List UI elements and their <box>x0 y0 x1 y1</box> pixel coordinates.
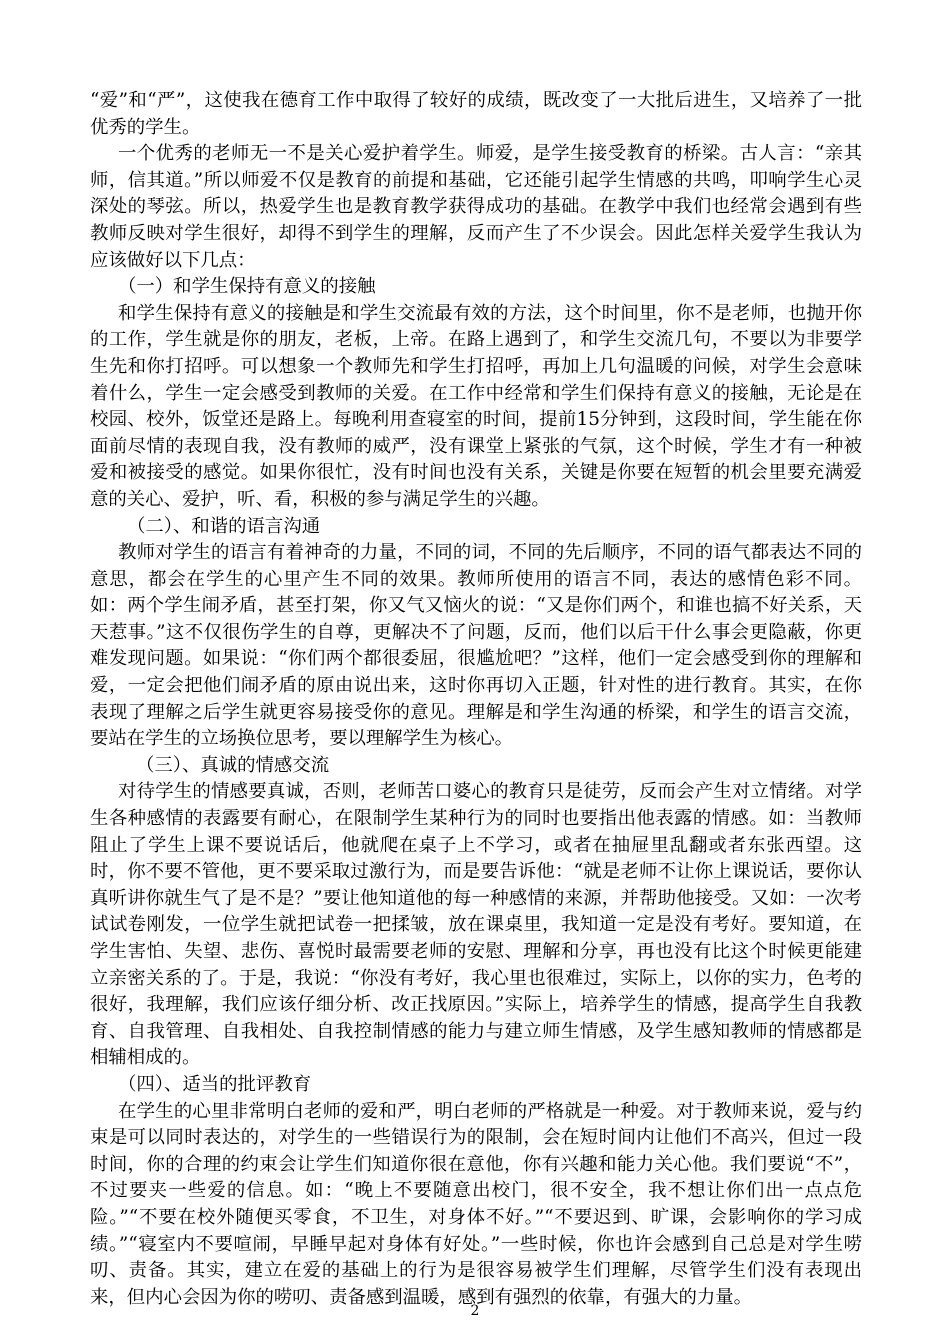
paragraph-continuation: “爱”和“严”，这使我在德育工作中取得了较好的成绩，既改变了一大批后进生，又培养了一批优秀的学生。 <box>90 90 862 138</box>
section-heading-1: （一）和学生保持有意义的接触 <box>118 276 376 298</box>
section-heading-2: （二）、和谐的语言沟通 <box>127 515 321 537</box>
paragraph-section-2: 教师对学生的语言有着神奇的力量，不同的词，不同的先后顺序，不同的语气都表达不同的意思，都会在学生的心里产生不同的效果。教师所使用的语言不同，表达的感情色彩不同。如：两个学生闹矛盾，甚至打架，你又气又恼火的说：“又是你们两个，和谁也搞不好关系，天天惹事。”这不仅很伤学生的自尊，更解决不了问题，反而，他们以后干什么事会更隐蔽，你更难发现问题。如果说：“你们两个都很委屈，很尴尬吧？”这样，他们一定会感受到你的理解和爱，一定会把他们闹矛盾的原由说出来，这时你再切入正题，针对性的进行教育。其实，在你表现了理解之后学生就更容易接受你的意见。理解是和学生沟通的桥梁，和学生的语言交流，要站在学生的立场换位思考，要以理解学生为核心。 <box>90 542 862 750</box>
paragraph-section-4: 在学生的心里非常明白老师的爱和严，明白老师的严格就是一种爱。对于教师来说，爱与约束是可以同时表达的，对学生的一些错误行为的限制，会在短时间内让他们不高兴，但过一段时间，你的合理的约束会让学生们知道你很在意他，你有兴趣和能力关心他。我们要说“不”，不过要夹一些爱的信息。如：“晚上不要随意出校门，很不安全，我不想让你们出一点点危险。”“不要在校外随便买零食，不卫生，对身体不好。”“不要迟到、旷课，会影响你的学习成绩。”“寝室内不要喧闹，早睡早起对身体有好处。”一些时候，你也许会感到自己总是对学生唠叨、责备。其实，建立在爱的基础上的行为是很容易被学生们理解，尽管学生们没有表现出来，但内心会因为你的唠叨、责备感到温暖，感到有强烈的依靠，有强大的力量。 <box>90 1100 862 1308</box>
page-number: 2 <box>470 1303 480 1319</box>
section-heading-4: （四）、适当的批评教育 <box>118 1073 312 1095</box>
paragraph-section-3: 对待学生的情感要真诚，否则，老师苦口婆心的教育只是徒劳，反而会产生对立情绪。对学生各种感情的表露要有耐心，在限制学生某种行为的同时也要指出他表露的情感。如：当教师阻止了学生上课不要说话后，他就爬在桌子上不学习，或者在抽屉里乱翻或者东张西望。这时，你不要不管他，更不要采取过激行为，而是要告诉他：“就是老师不让你上课说话，要你认真听讲你就生气了是不是？”要让他知道他的每一种感情的来源，并帮助他接受。又如：一次考试试卷刚发，一位学生就把试卷一把揉皱，放在课桌里，我知道一定是没有考好。要知道，在学生害怕、失望、悲伤、喜悦时最需要老师的安慰、理解和分享，再也没有比这个时候更能建立亲密关系的了。于是，我说：“你没有考好，我心里也很难过，实际上，以你的实力，色考的很好，我理解，我们应该仔细分析、改正找原因。”实际上，培养学生的情感，提高学生自我教育、自我管理、自我相处、自我控制情感的能力与建立师生情感，及学生感知教师的情感都是相辅相成的。 <box>90 781 862 1069</box>
section-heading-3: （三）、真诚的情感交流 <box>136 754 330 776</box>
paragraph-section-1: 和学生保持有意义的接触是和学生交流最有效的方法，这个时间里，你不是老师，也抛开你的工作，学生就是你的朋友，老板，上帝。在路上遇到了，和学生交流几句，不要以为非要学生先和你打招呼。可以想象一个教师先和学生打招呼，再加上几句温暖的问候，对学生会意味着什么，学生一定会感受到教师的关爱。在工作中经常和学生们保持有意义的接触，无论是在校园、校外，饭堂还是路上。每晚利用查寝室的时间，提前15分钟到，这段时间，学生能在你面前尽情的表现自我，没有教师的威严，没有课堂上紧张的气氛，这个时候，学生才有一种被爱和被接受的感觉。如果你很忙，没有时间也没有关系，关键是你要在短暂的机会里要充满爱意的关心、爱护，听、看，积极的参与满足学生的兴趣。 <box>90 302 862 510</box>
paragraph-intro: 一个优秀的老师无一不是关心爱护着学生。师爱，是学生接受教育的桥梁。古人言：“亲其师，信其道。”所以师爱不仅是教育的前提和基础，它还能引起学生情感的共鸣，叩响学生心灵深处的琴弦。所以，热爱学生也是教育教学获得成功的基础。在教学中我们也经常会遇到有些教师反映对学生很好，却得不到学生的理解，反而产生了不少误会。因此怎样关爱学生我认为应该做好以下几点： <box>90 143 862 271</box>
document-body <box>90 88 862 1311</box>
